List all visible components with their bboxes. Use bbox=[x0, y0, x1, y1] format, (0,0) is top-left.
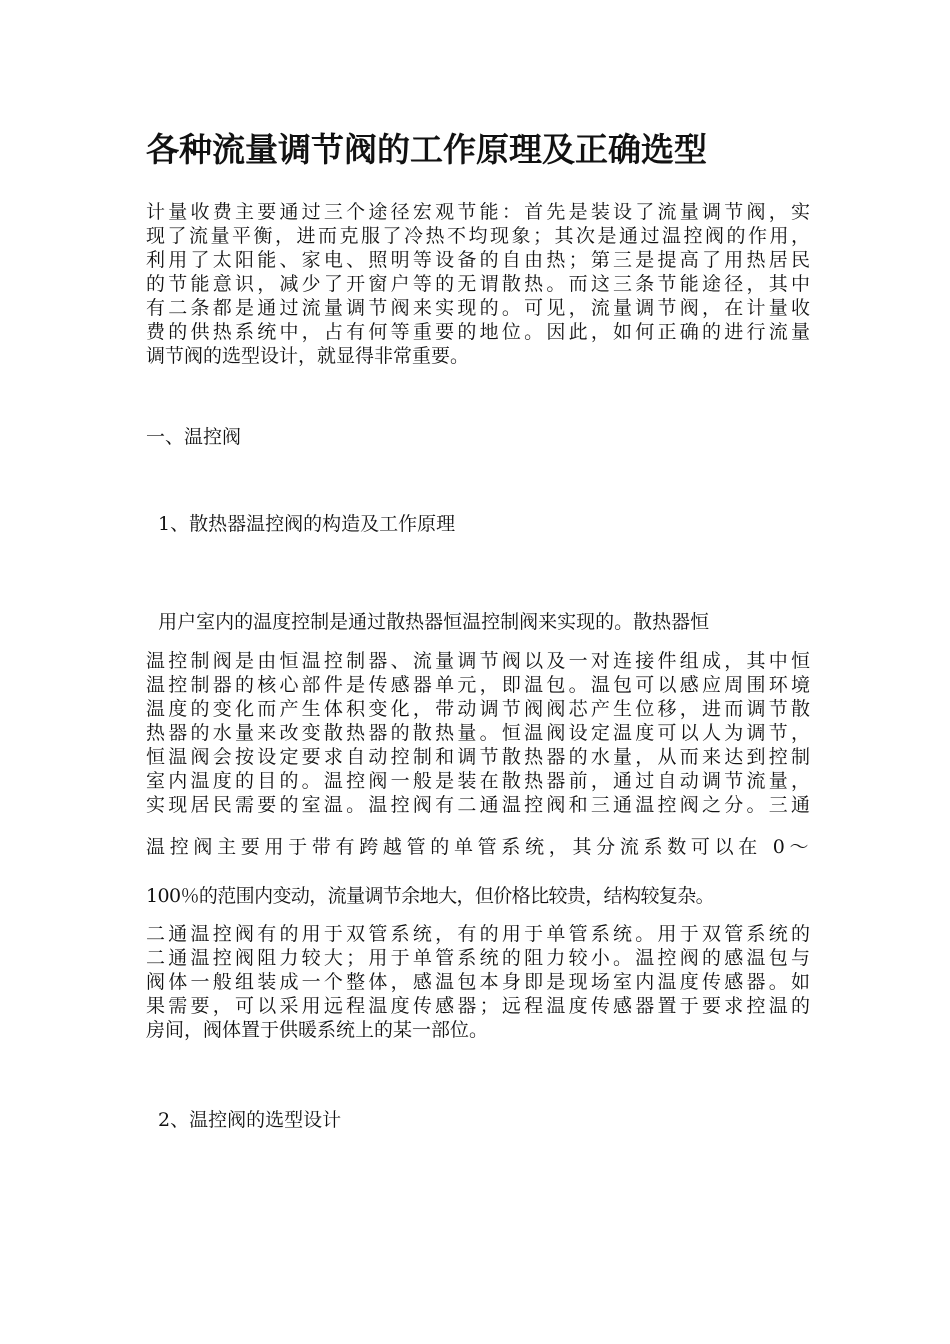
paragraph-line: 恒温阀会按设定要求自动控制和调节散热器的水量，从而来达到控制 bbox=[146, 746, 810, 768]
paragraph-line: 温控阀主要用于带有跨越管的单管系统，其分流系数可以在 0～ bbox=[146, 836, 810, 858]
intro-line: 费的供热系统中，占有何等重要的地位。因此，如何正确的进行流量 bbox=[146, 321, 810, 343]
paragraph-line: 二通温控阀阻力较大；用于单管系统的阻力较小。温控阀的感温包与 bbox=[146, 947, 810, 969]
paragraph-3 bbox=[146, 835, 810, 859]
paragraph-line: 房间，阀体置于供暖系统上的某一部位。 bbox=[146, 1019, 489, 1041]
paragraph-line: 温度的变化而产生体积变化，带动调节阀阀芯产生位移，进而调节散 bbox=[146, 698, 810, 720]
subsection-heading-selection-design: 2、温控阀的选型设计 bbox=[158, 1109, 342, 1131]
section-heading-thermostatic-valve: 一、温控阀 bbox=[146, 426, 242, 448]
intro-line: 有二条都是通过流量调节阀来实现的。可见，流量调节阀，在计量收 bbox=[146, 297, 810, 319]
paragraph-line: 100％的范围内变动，流量调节余地大，但价格比较贵，结构较复杂。 bbox=[146, 885, 715, 907]
paragraph-2 bbox=[146, 649, 810, 817]
paragraph-line: 阀体一般组装成一个整体，感温包本身即是现场室内温度传感器。如 bbox=[146, 971, 810, 993]
paragraph-line: 二通温控阀有的用于双管系统，有的用于单管系统。用于双管系统的 bbox=[146, 923, 810, 945]
intro-line: 现了流量平衡，进而克服了冷热不均现象；其次是通过温控阀的作用， bbox=[146, 225, 810, 247]
paragraph-line: 温控制阀是由恒温控制器、流量调节阀以及一对连接件组成，其中恒 bbox=[146, 650, 810, 672]
intro-paragraph bbox=[146, 200, 810, 368]
paragraph-line: 果需要，可以采用远程温度传感器；远程温度传感器置于要求控温的 bbox=[146, 995, 810, 1017]
paragraph-5 bbox=[146, 922, 810, 1042]
paragraph-line: 室内温度的目的。温控阀一般是装在散热器前，通过自动调节流量， bbox=[146, 770, 810, 792]
paragraph-2-first-line bbox=[146, 610, 810, 634]
intro-line: 的节能意识，减少了开窗户等的无谓散热。而这三条节能途径，其中 bbox=[146, 273, 810, 295]
paragraph-line: 热器的水量来改变散热器的散热量。恒温阀设定温度可以人为调节， bbox=[146, 722, 810, 744]
document-title: 各种流量调节阀的工作原理及正确选型 bbox=[146, 130, 707, 169]
subsection-heading-structure-principle: 1、散热器温控阀的构造及工作原理 bbox=[158, 513, 456, 535]
paragraph-line: 实现居民需要的室温。温控阀有二通温控阀和三通温控阀之分。三通 bbox=[146, 794, 810, 816]
intro-line: 调节阀的选型设计，就显得非常重要。 bbox=[146, 345, 470, 367]
intro-line: 计量收费主要通过三个途径宏观节能：首先是装设了流量调节阀，实 bbox=[146, 201, 810, 223]
intro-line: 利用了太阳能、家电、照明等设备的自由热；第三是提高了用热居民 bbox=[146, 249, 810, 271]
paragraph-4 bbox=[146, 884, 810, 908]
paragraph-line: 温控制器的核心部件是传感器单元，即温包。温包可以感应周围环境 bbox=[146, 674, 810, 696]
paragraph-line: 用户室内的温度控制是通过散热器恒温控制阀来实现的。散热器恒 bbox=[146, 611, 710, 633]
